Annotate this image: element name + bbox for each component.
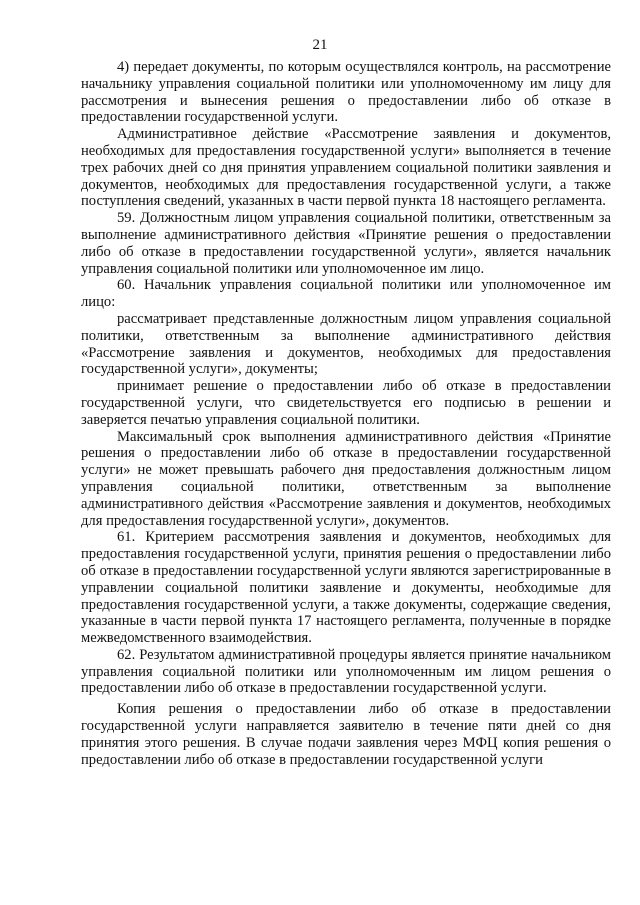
- paragraph-decision-copy: Копия решения о предоставлении либо об отказе в предоставлении государственной услуги направляется заявителю в течение пяти дней со дня принятия этого решения. В случае подачи заявления через МФЦ копия решения о предоставлении либо об отказе в предоставлении государственной услуги: [81, 701, 611, 768]
- paragraph-62: 62. Результатом административной процедуры является принятие начальником управления социальной политики или уполномоченным им лицом решения о предоставлении либо об отказе в предоставлении государственной услуги.: [81, 646, 611, 697]
- paragraph-max-term: Максимальный срок выполнения административного действия «Принятие решения о предоставлении либо об отказе в предоставлении государственной услуги» не может превышать рабочего дня предоставления должностным лицом управления социальной политики, ответственным за выполнение административного действия «Рассмотрение заявления и документов, необходимых для предоставления государственной услуги», документов.: [81, 428, 611, 529]
- paragraph-59: 59. Должностным лицом управления социальной политики, ответственным за выполнение административного действия «Принятие решения о предоставлении либо об отказе в предоставлении государственной услуги», является начальник управления социальной политики или уполномоченное им лицо.: [81, 210, 611, 277]
- paragraph-admin-action-deadline: Административное действие «Рассмотрение заявления и документов, необходимых для предоставления государственной услуги» выполняется в течение трех рабочих дней со дня принятия управлением социальной политики заявления и документов, необходимых для предоставления государственной услуги, а также поступления сведений, указанных в части первой пункта 18 настоящего регламента.: [81, 126, 611, 210]
- paragraph-60-decides: принимает решение о предоставлении либо об отказе в предоставлении государственной услуги, что свидетельствуется его подписью в решении и заверяется печатью управления социальной политики.: [81, 378, 611, 428]
- paragraph-item-4: 4) передает документы, по которым осуществлялся контроль, на рассмотрение начальнику управления социальной политики или уполномоченному им лицу для рассмотрения и вынесения решения о предоставлении либо об отказе в предоставлении государственной услуги.: [81, 59, 611, 126]
- document-body: [81, 59, 611, 768]
- paragraph-60: 60. Начальник управления социальной политики или уполномоченное им лицо:: [81, 277, 611, 311]
- paragraph-61: 61. Критерием рассмотрения заявления и документов, необходимых для предоставления государственной услуги, принятия решения о предоставлении либо об отказе в предоставлении государственной услуги являются зарегистрированные в управлении социальной политики заявление и документы, необходимые для предоставления государственной услуги, а также документы, содержащие сведения, указанные в части первой пункта 17 настоящего регламента, полученные в порядке межведомственного взаимодействия.: [81, 529, 611, 647]
- page-number: 21: [312, 37, 328, 53]
- paragraph-60-reviews: рассматривает представленные должностным лицом управления социальной политики, ответственным за выполнение административного действия «Рассмотрение заявления и документов, необходимых для предоставления государственной услуги», документы;: [81, 310, 611, 378]
